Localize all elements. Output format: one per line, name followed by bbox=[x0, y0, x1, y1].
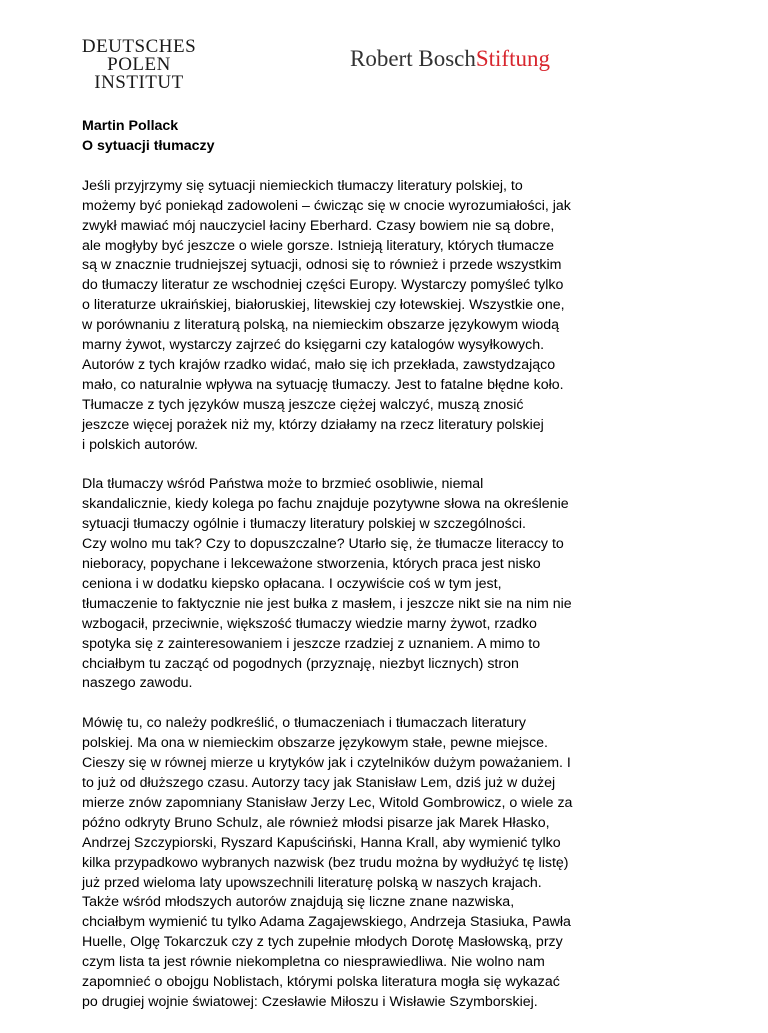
paragraph-line: Czy wolno mu tak? Czy to dopuszczalne? Utarło się, że tłumacze literaccy to bbox=[82, 536, 564, 553]
paragraph-line: i polskich autorów. bbox=[82, 436, 198, 453]
paragraph-line: nieboracy, popychane i lekceważone stworzenia, których praca jest nisko bbox=[82, 556, 541, 573]
paragraph-line: Cieszy się w równej mierze u krytyków jak i czytelników dużym poważaniem. I bbox=[82, 755, 571, 772]
paragraph-line: późno odkryty Bruno Schulz, ale również młodsi pisarze jak Marek Hłasko, bbox=[82, 814, 550, 831]
paragraph-line: ale mogłyby być jeszcze o wiele gorsze. Istnieją literatury, których tłumacze bbox=[82, 237, 555, 254]
paragraph-line: są w znacznie trudniejszej sytuacji, odnosi się to również i przede wszystkim bbox=[82, 257, 562, 274]
paragraph-line: Jeśli przyjrzymy się sytuacji niemieckich tłumaczy literatury polskiej, to bbox=[82, 177, 523, 194]
article-author: Martin Pollack bbox=[82, 118, 179, 134]
paragraph-line: już przed wieloma laty upowszechnili literaturę polską w naszych krajach. bbox=[82, 874, 542, 891]
logo-accent-text: Stiftung bbox=[475, 46, 550, 71]
article bbox=[82, 117, 692, 1033]
article-body bbox=[82, 177, 692, 1013]
paragraph-line: mierze znów zapomniany Stanisław Jerzy Lec, Witold Gombrowicz, o wiele za bbox=[82, 794, 573, 811]
paragraph bbox=[82, 177, 692, 456]
paragraph-line: Także wśród młodszych autorów znajdują się liczne znane nazwiska, bbox=[82, 894, 515, 911]
paragraph-line: Mówię tu, co należy podkreślić, o tłumaczeniach i tłumaczach literatury bbox=[82, 715, 526, 732]
paragraph-line: do tłumaczy literatur ze wschodniej części Europy. Wystarczy pomyśleć tylko bbox=[82, 277, 564, 294]
paragraph-line: chciałbym wymienić tu tylko Adama Zagajewskiego, Andrzeja Stasiuka, Pawła bbox=[82, 914, 571, 931]
paragraph bbox=[82, 475, 692, 694]
paragraph-line: skandalicznie, kiedy kolega po fachu znajduje pozytywne słowa na określenie bbox=[82, 496, 569, 513]
article-title: O sytuacji tłumaczy bbox=[82, 137, 215, 154]
paragraph-line: polskiej. Ma ona w niemieckim obszarze językowym stałe, pewne miejsce. bbox=[82, 735, 548, 752]
paragraph-line: spotyka się z zainteresowaniem i jeszcze rzadziej z uznaniem. A mimo to bbox=[82, 635, 541, 652]
robert-bosch-stiftung-logo bbox=[350, 46, 550, 72]
paragraph-line: chciałbym tu zacząć od pogodnych (przyznaję, niezbyt licznych) stron bbox=[82, 655, 519, 672]
paragraph-line: Tłumacze z tych języków muszą jeszcze ciężej walczyć, muszą znosić bbox=[82, 396, 524, 413]
paragraph-line: zapomnieć o obojgu Noblistach, którymi polska literatura mogła się wykazać bbox=[82, 974, 560, 991]
paragraph-line: wzbogacił, przeciwnie, większość tłumaczy wiedzie marny żywot, rzadko bbox=[82, 615, 537, 632]
paragraph-line: mało, co naturalnie wpływa na sytuację tłumaczy. Jest to fatalne błędne koło. bbox=[82, 376, 564, 393]
paragraph-line: sytuacji tłumaczy ogólnie i tłumaczy literatury polskiej w szczególności. bbox=[82, 516, 526, 533]
paragraph-line: Huelle, Olgę Tokarczuk czy z tych zupełnie młodych Dorotę Masłowską, przy bbox=[82, 934, 563, 951]
paragraph-line: po drugiej wojnie światowej: Czesławie Miłoszu i Wisławie Szymborskiej. bbox=[82, 993, 538, 1010]
paragraph-line: naszego zawodu. bbox=[82, 675, 193, 692]
paragraph-line: marny żywot, wystarczy zajrzeć do księgarni czy katalogów wysyłkowych. bbox=[82, 337, 545, 354]
logo-line: POLEN bbox=[107, 54, 171, 75]
paragraph-line: Dla tłumaczy wśród Państwa może to brzmieć osobliwie, niemal bbox=[82, 476, 484, 493]
logo-main-text: Robert Bosch bbox=[350, 46, 476, 71]
paragraph-line: zwykł mawiać mój nauczyciel łaciny Eberhard. Czasy bowiem nie są dobre, bbox=[82, 217, 555, 234]
paragraph-line: czym lista ta jest równie niekompletna co niesprawiedliwa. Nie wolno nam bbox=[82, 954, 545, 971]
paragraph-line: Autorów z tych krajów rzadko widać, mało się ich przekłada, zawstydzająco bbox=[82, 356, 556, 373]
paragraph-line: w porównaniu z literaturą polską, na niemieckim obszarze językowym wiodą bbox=[82, 317, 560, 334]
paragraph-line: Andrzej Szczypiorski, Ryszard Kapuściński, Hanna Krall, aby wymienić tylko bbox=[82, 834, 561, 851]
logo-line: INSTITUT bbox=[94, 72, 184, 93]
paragraph-line: jeszcze więcej porażek niż my, którzy działamy na rzecz literatury polskiej bbox=[82, 416, 544, 433]
deutsches-polen-institut-logo bbox=[76, 38, 202, 92]
paragraph-line: o literaturze ukraińskiej, białoruskiej, litewskiej czy łotewskiej. Wszystkie one, bbox=[82, 297, 565, 314]
paragraph-line: możemy być poniekąd zadowoleni – ćwicząc się w cnocie wyrozumiałości, jak bbox=[82, 197, 571, 214]
paragraph-line: tłumaczenie to faktycznie nie jest bułka z masłem, i jeszcze nikt sie na nim nie bbox=[82, 595, 572, 612]
paragraph bbox=[82, 714, 692, 1013]
paragraph-line: to już od dłuższego czasu. Autorzy tacy jak Stanisław Lem, dziś już w dużej bbox=[82, 774, 556, 791]
paragraph-line: kilka przypadkowo wybranych nazwisk (bez trudu można by wydłużyć tę listę) bbox=[82, 854, 569, 871]
paragraph-line: ceniona i w dodatku kiepsko opłacana. I oczywiście coś w tym jest, bbox=[82, 575, 502, 592]
logo-line: DEUTSCHES bbox=[81, 36, 197, 57]
